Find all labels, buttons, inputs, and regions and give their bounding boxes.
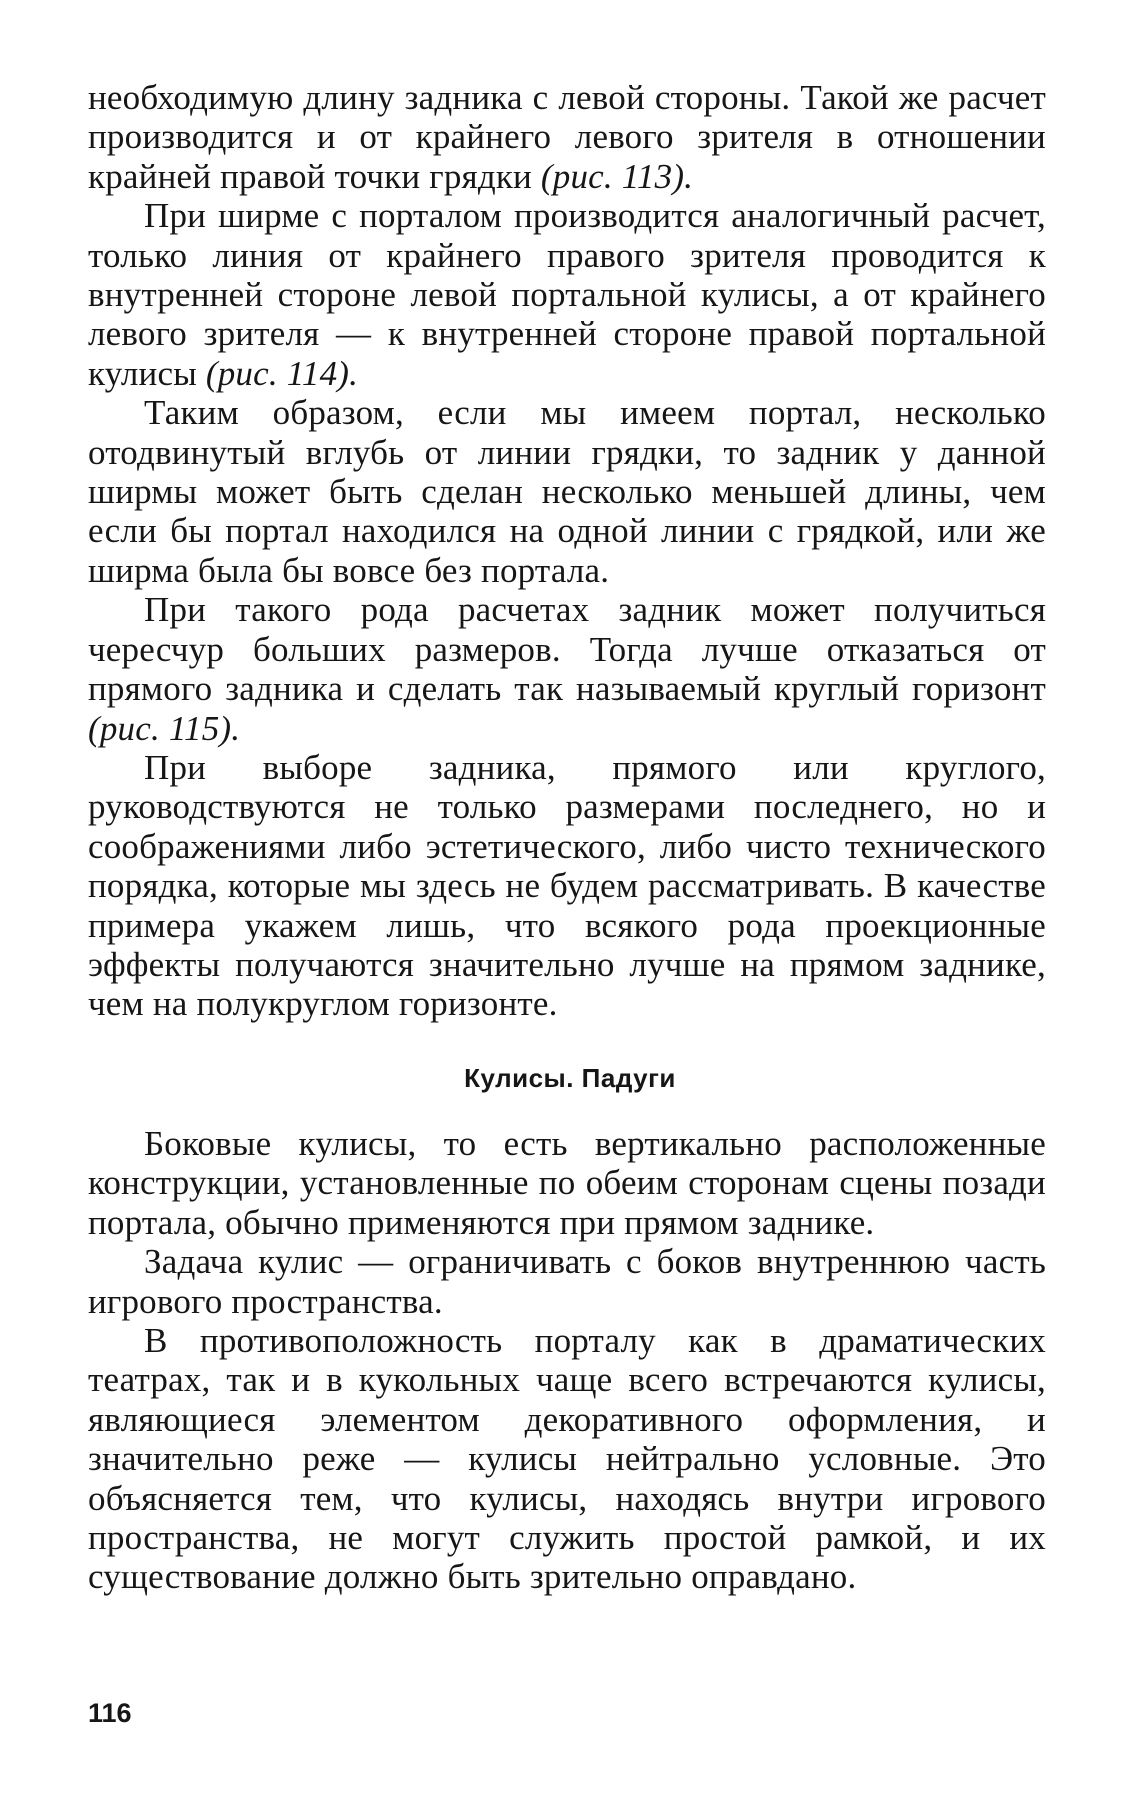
paragraph-text: Задача кулис — ограничивать с боков внутреннюю часть игрового пространства. — [88, 1242, 1046, 1321]
body-text-bottom — [88, 1124, 1046, 1597]
paragraph-8 — [88, 1321, 1046, 1597]
paragraph-text: необходимую длину задника с левой стороны. Такой же расчет производится и от крайнего левого зрителя в отношении крайней правой точки грядки — [88, 78, 1046, 196]
paragraph-3 — [88, 393, 1046, 590]
paragraph-text: При ширме с порталом производится аналогичный расчет, только линия от крайнего правого зрителя проводится к внутренней стороне левой портальной кулисы, а от крайнего левого зрителя — к внутренней стороне правой портальной кулисы — [88, 196, 1046, 393]
body-text-top — [88, 78, 1046, 1024]
paragraph-text: Таким образом, если мы имеем портал, несколько отодвинутый вглубь от линии грядки, то задник у данной ширмы может быть сделан несколько меньшей длины, чем если бы портал находился на одной линии с грядкой, или же ширма была бы вовсе без портала. — [88, 393, 1046, 590]
paragraph-text: В противоположность порталу как в драматических театрах, так и в кукольных чаще всего встречаются кулисы, являющиеся элементом декоративного оформления, и значительно реже — кулисы нейтрально условные. Это объясняется тем, что кулисы, находясь внутри игрового пространства, не могут служить простой рамкой, и их существование должно быть зрительно оправдано. — [88, 1321, 1046, 1597]
paragraph-4 — [88, 590, 1046, 748]
section-heading: Кулисы. Падуги — [464, 1063, 676, 1093]
figure-reference: (рис. 115). — [88, 708, 241, 748]
paragraph-text: Боковые кулисы, то есть вертикально расположенные конструкции, установленные по обеим сторонам сцены позади портала, обычно применяются при прямом заднике. — [88, 1124, 1046, 1242]
figure-reference: (рис. 114). — [205, 353, 359, 393]
paragraph-2 — [88, 196, 1046, 393]
page-number: 116 — [88, 1698, 132, 1728]
figure-reference: (рис. 113). — [540, 156, 694, 196]
paragraph-6 — [88, 1124, 1046, 1242]
paragraph-text: При такого рода расчетах задник может получиться чересчур больших размеров. Тогда лучше отказаться от прямого задника и сделать так называемый круглый горизонт — [88, 590, 1046, 709]
paragraph-5 — [88, 748, 1046, 1024]
paragraph-text: При выборе задника, прямого или круглого, руководствуются не только размерами последнего, но и соображениями либо эстетического, либо чисто технического порядка, которые мы здесь не будем рассматривать. В качестве примера укажем лишь, что всякого рода проекционные эффекты получаются значительно лучше на прямом заднике, чем на полукруглом горизонте. — [88, 747, 1046, 1024]
paragraph-7 — [88, 1242, 1046, 1321]
paragraph-1 — [88, 78, 1046, 196]
